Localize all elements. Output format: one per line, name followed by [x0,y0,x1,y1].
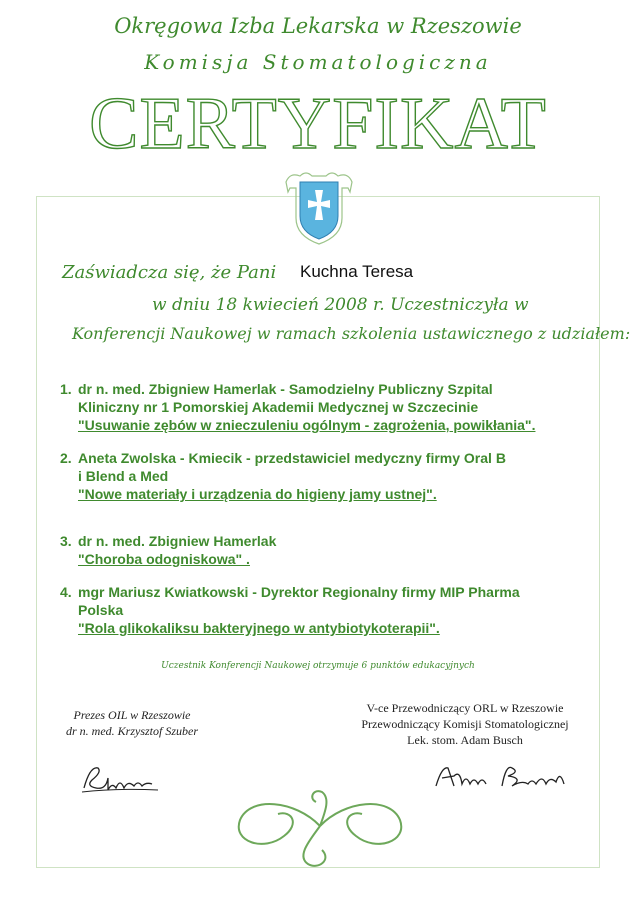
lecture-number: 4. [60,584,72,600]
conference-line: Konferencji Naukowej w ramach szkolenia ustawicznego z udziałem: [72,324,631,343]
points-note: Uczestnik Konferencji Naukowej otrzymuje 6 punktów edukacyjnych [161,661,475,671]
lecture-speaker-cont: Polska [78,602,124,618]
lecture-speaker-cont: i Blend a Med [78,468,169,484]
lecture-number: 1. [60,381,72,397]
lecture-title: "Rola glikokaliksu bakteryjnego w antybiotykoterapii". [78,620,440,636]
lecture-title: "Usuwanie zębów w znieczuleniu ogólnym - zagrożenia, powikłania". [78,417,536,433]
lecture-speaker-cont: Kliniczny nr 1 Pomorskiej Akademii Medycznej w Szczecinie [78,399,479,415]
signatory-name: dr n. med. Krzysztof Szuber [65,724,198,738]
lecture-number: 3. [60,533,72,549]
intro-text: Zaświadcza się, że Pani [62,262,277,283]
signature-autograph-right [432,760,572,794]
lecture-item-3 [60,532,276,568]
date-line: w dniu 18 kwiecień 2008 r. Uczestniczyła w [152,295,529,315]
lecture-speaker: Aneta Zwolska - Kmiecik - przedstawiciel medyczny firmy Oral B [78,450,506,466]
lecture-number: 2. [60,450,72,466]
lecture-title: "Nowe materiały i urządzenia do higieny jamy ustnej". [78,486,437,502]
lecture-item-2 [60,449,506,503]
signatory-name: Lek. stom. Adam Busch [407,733,523,747]
signature-block-left [42,707,222,739]
lecture-title: "Choroba odogniskowa" . [78,551,250,567]
signatory-role: Przewodniczący Komisji Stomatologicznej [361,717,569,731]
certificate-title: CERTYFIKAT [89,83,547,165]
signatory-title: V-ce Przewodniczący ORL w Rzeszowie [366,701,564,715]
signatory-title: Prezes OIL w Rzeszowie [73,708,191,722]
organization-name: Okręgowa Izba Lekarska w Rzeszowie [114,14,522,38]
lecture-item-4 [60,583,520,637]
coat-of-arms-icon [280,168,358,246]
lecture-speaker: dr n. med. Zbigniew Hamerlak - Samodzielny Publiczny Szpital [78,381,493,397]
flourish-ornament [200,780,440,870]
recipient-name: Kuchna Teresa [300,262,414,281]
signature-block-right [340,700,590,748]
signature-autograph-left [78,758,168,798]
lecture-speaker: mgr Mariusz Kwiatkowski - Dyrektor Regionalny firmy MIP Pharma [78,584,520,600]
lecture-speaker: dr n. med. Zbigniew Hamerlak [78,533,277,549]
commission-name: Komisja Stomatologiczna [144,50,492,74]
lecture-item-1 [60,380,535,434]
